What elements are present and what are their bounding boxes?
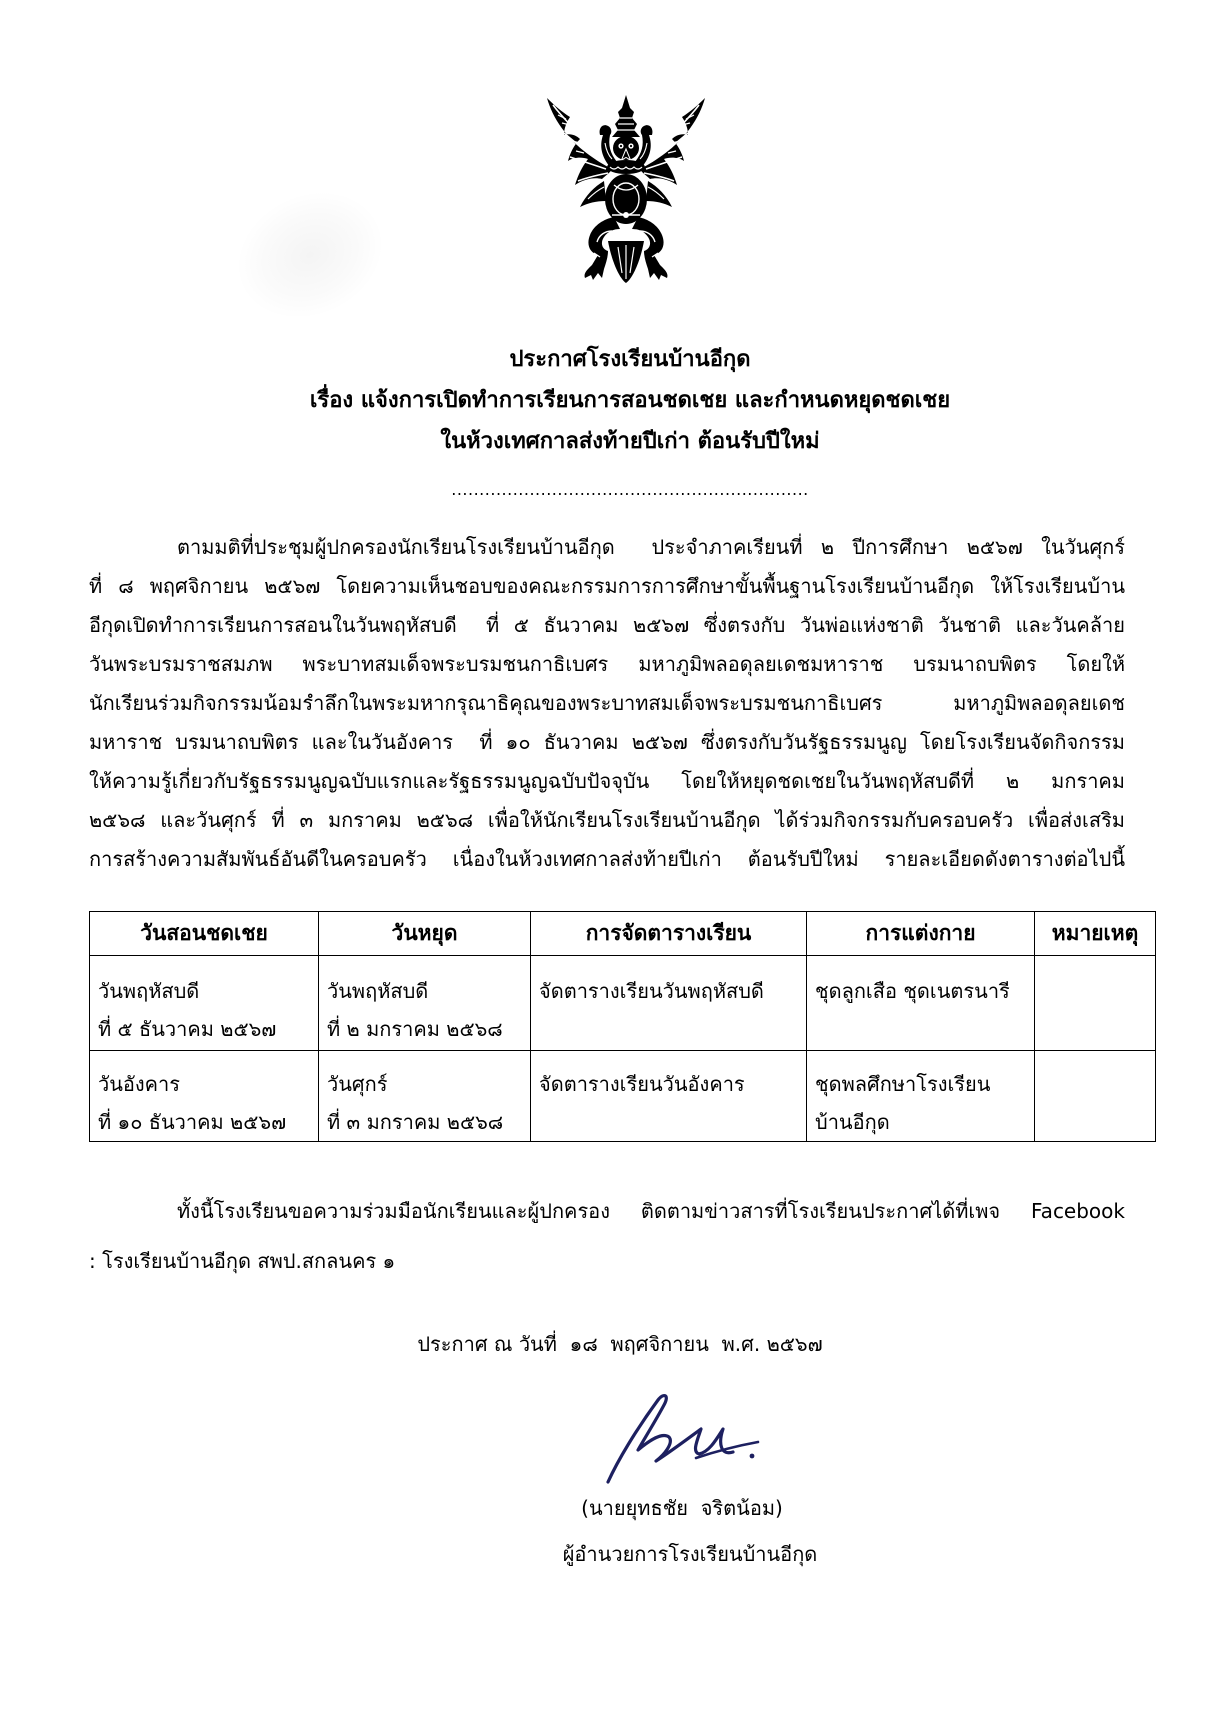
body-line: ตามมติที่ประชุมผู้ปกครองนักเรียนโรงเรียนบ้านอีกุด ประจำภาคเรียนที่ ๒ ปีการศึกษา ๒๕๖๗ ในวันศุกร์ [177, 535, 1125, 559]
cell-makeup-day [90, 1051, 319, 1142]
column-header-holiday: วันหยุด [319, 912, 531, 956]
column-header-dress: การแต่งกาย [807, 912, 1035, 956]
closing-line: ทั้งนี้โรงเรียนขอความร่วมมือนักเรียนและผู้ปกครอง ติดตามข่าวสารที่โรงเรียนประกาศได้ที่เพจ Facebook [177, 1199, 1125, 1223]
announcement-subtitle: ในห้วงเทศกาลส่งท้ายปีเก่า ต้อนรับปีใหม่ [440, 429, 820, 454]
cell-line: จัดตารางเรียนวันพฤหัสบดี [539, 979, 764, 1003]
cell-line: วันพฤหัสบดี [98, 979, 200, 1003]
body-line: วันพระบรมราชสมภพ พระบาทสมเด็จพระบรมชนกาธิเบศร มหาภูมิพลอดุลยเดชมหาราช บรมนาถบพิตร โดยให้ [89, 652, 1125, 676]
table-header-row [90, 912, 1156, 956]
closing-paragraph [89, 1186, 1125, 1286]
cell-line: ที่ ๓ มกราคม ๒๕๖๘ [327, 1110, 504, 1134]
cell-dress [807, 956, 1035, 1051]
cell-timetable [531, 1051, 807, 1142]
column-header-makeup-day: วันสอนชดเชย [90, 912, 319, 956]
garuda-emblem-graphic [542, 95, 710, 285]
cell-remark [1035, 956, 1156, 1051]
column-header-remark: หมายเหตุ [1035, 912, 1156, 956]
cell-line: ที่ ๑๐ ธันวาคม ๒๕๖๗ [98, 1110, 287, 1134]
signatory-position: ผู้อำนวยการโรงเรียนบ้านอีกุด [562, 1542, 818, 1566]
cell-line: วันศุกร์ [327, 1072, 388, 1096]
scan-smudge [217, 169, 404, 341]
cell-line: ชุดพลศึกษาโรงเรียน [815, 1072, 991, 1096]
table-row [90, 956, 1156, 1051]
cell-holiday [319, 1051, 531, 1142]
body-line: การสร้างความสัมพันธ์อันดีในครอบครัว เนื่องในห้วงเทศกาลส่งท้ายปีเก่า ต้อนรับปีใหม่ รายละเอียดดังตารางต่อไปนี้ [89, 847, 1125, 871]
body-line: อีกุดเปิดทำการเรียนการสอนในวันพฤหัสบดี ที่ ๕ ธันวาคม ๒๕๖๗ ซึ่งตรงกับ วันพ่อแห่งชาติ วันชาติ และวันคล้าย [89, 613, 1125, 637]
body-line: มหาราช บรมนาถบพิตร และในวันอังคาร ที่ ๑๐ ธันวาคม ๒๕๖๗ ซึ่งตรงกับวันรัฐธรรมนูญ โดยโรงเรียนจัดกิจกรรม [89, 730, 1125, 754]
cell-line: บ้านอีกุด [815, 1110, 890, 1134]
cell-line: ที่ ๕ ธันวาคม ๒๕๖๗ [98, 1017, 277, 1041]
signatory-name: (นายยุทธชัย จริตน้อม) [581, 1496, 783, 1520]
body-line: นักเรียนร่วมกิจกรรมน้อมรำลึกในพระมหากรุณาธิคุณของพระบาทสมเด็จพระบรมชนกาธิเบศร มหาภูมิพลอดุลยเดช [89, 691, 1125, 715]
cell-dress [807, 1051, 1035, 1142]
body-line: ให้ความรู้เกี่ยวกับรัฐธรรมนูญฉบับแรกและรัฐธรรมนูญฉบับปัจจุบัน โดยให้หยุดชดเชยในวันพฤหัสบดีที่ ๒ มกราคม [89, 769, 1125, 793]
body-paragraph [89, 528, 1125, 879]
cell-holiday [319, 956, 531, 1051]
signature-mark [600, 1386, 765, 1490]
cell-line: วันอังคาร [98, 1072, 181, 1096]
cell-timetable [531, 956, 807, 1051]
cell-line: จัดตารางเรียนวันอังคาร [539, 1072, 745, 1096]
cell-makeup-day [90, 956, 319, 1051]
body-line: ที่ ๘ พฤศจิกายน ๒๕๖๗ โดยความเห็นชอบของคณะกรรมการการศึกษาขั้นพื้นฐานโรงเรียนบ้านอีกุด ให้โรงเรียนบ้าน [89, 574, 1125, 598]
column-header-timetable: การจัดตารางเรียน [531, 912, 807, 956]
cell-line: วันพฤหัสบดี [327, 979, 429, 1003]
announcement-heading [100, 339, 1160, 462]
cell-line: ที่ ๒ มกราคม ๒๕๖๘ [327, 1017, 503, 1041]
announcement-date: ประกาศ ณ วันที่ ๑๘ พฤศจิกายน พ.ศ. ๒๕๖๗ [417, 1332, 823, 1356]
garuda-emblem [542, 0, 710, 285]
announcement-title: ประกาศโรงเรียนบ้านอีกุด [509, 347, 751, 372]
schedule-table [89, 911, 1156, 1142]
announcement-subject: เรื่อง แจ้งการเปิดทำการเรียนการสอนชดเชย และกำหนดหยุดชดเชย [309, 388, 951, 413]
cell-remark [1035, 1051, 1156, 1142]
closing-line: : โรงเรียนบ้านอีกุด สพป.สกลนคร ๑ [89, 1249, 396, 1273]
dotted-divider: ................................................................ [451, 480, 809, 499]
cell-line: ชุดลูกเสือ ชุดเนตรนารี [815, 979, 1010, 1003]
body-line: ๒๕๖๘ และวันศุกร์ ที่ ๓ มกราคม ๒๕๖๘ เพื่อให้นักเรียนโรงเรียนบ้านอีกุด ได้ร่วมกิจกรรมกับครอบครัว เพื่อส่งเสริม [89, 808, 1125, 832]
garuda-crown [612, 95, 640, 137]
table-row [90, 1051, 1156, 1142]
